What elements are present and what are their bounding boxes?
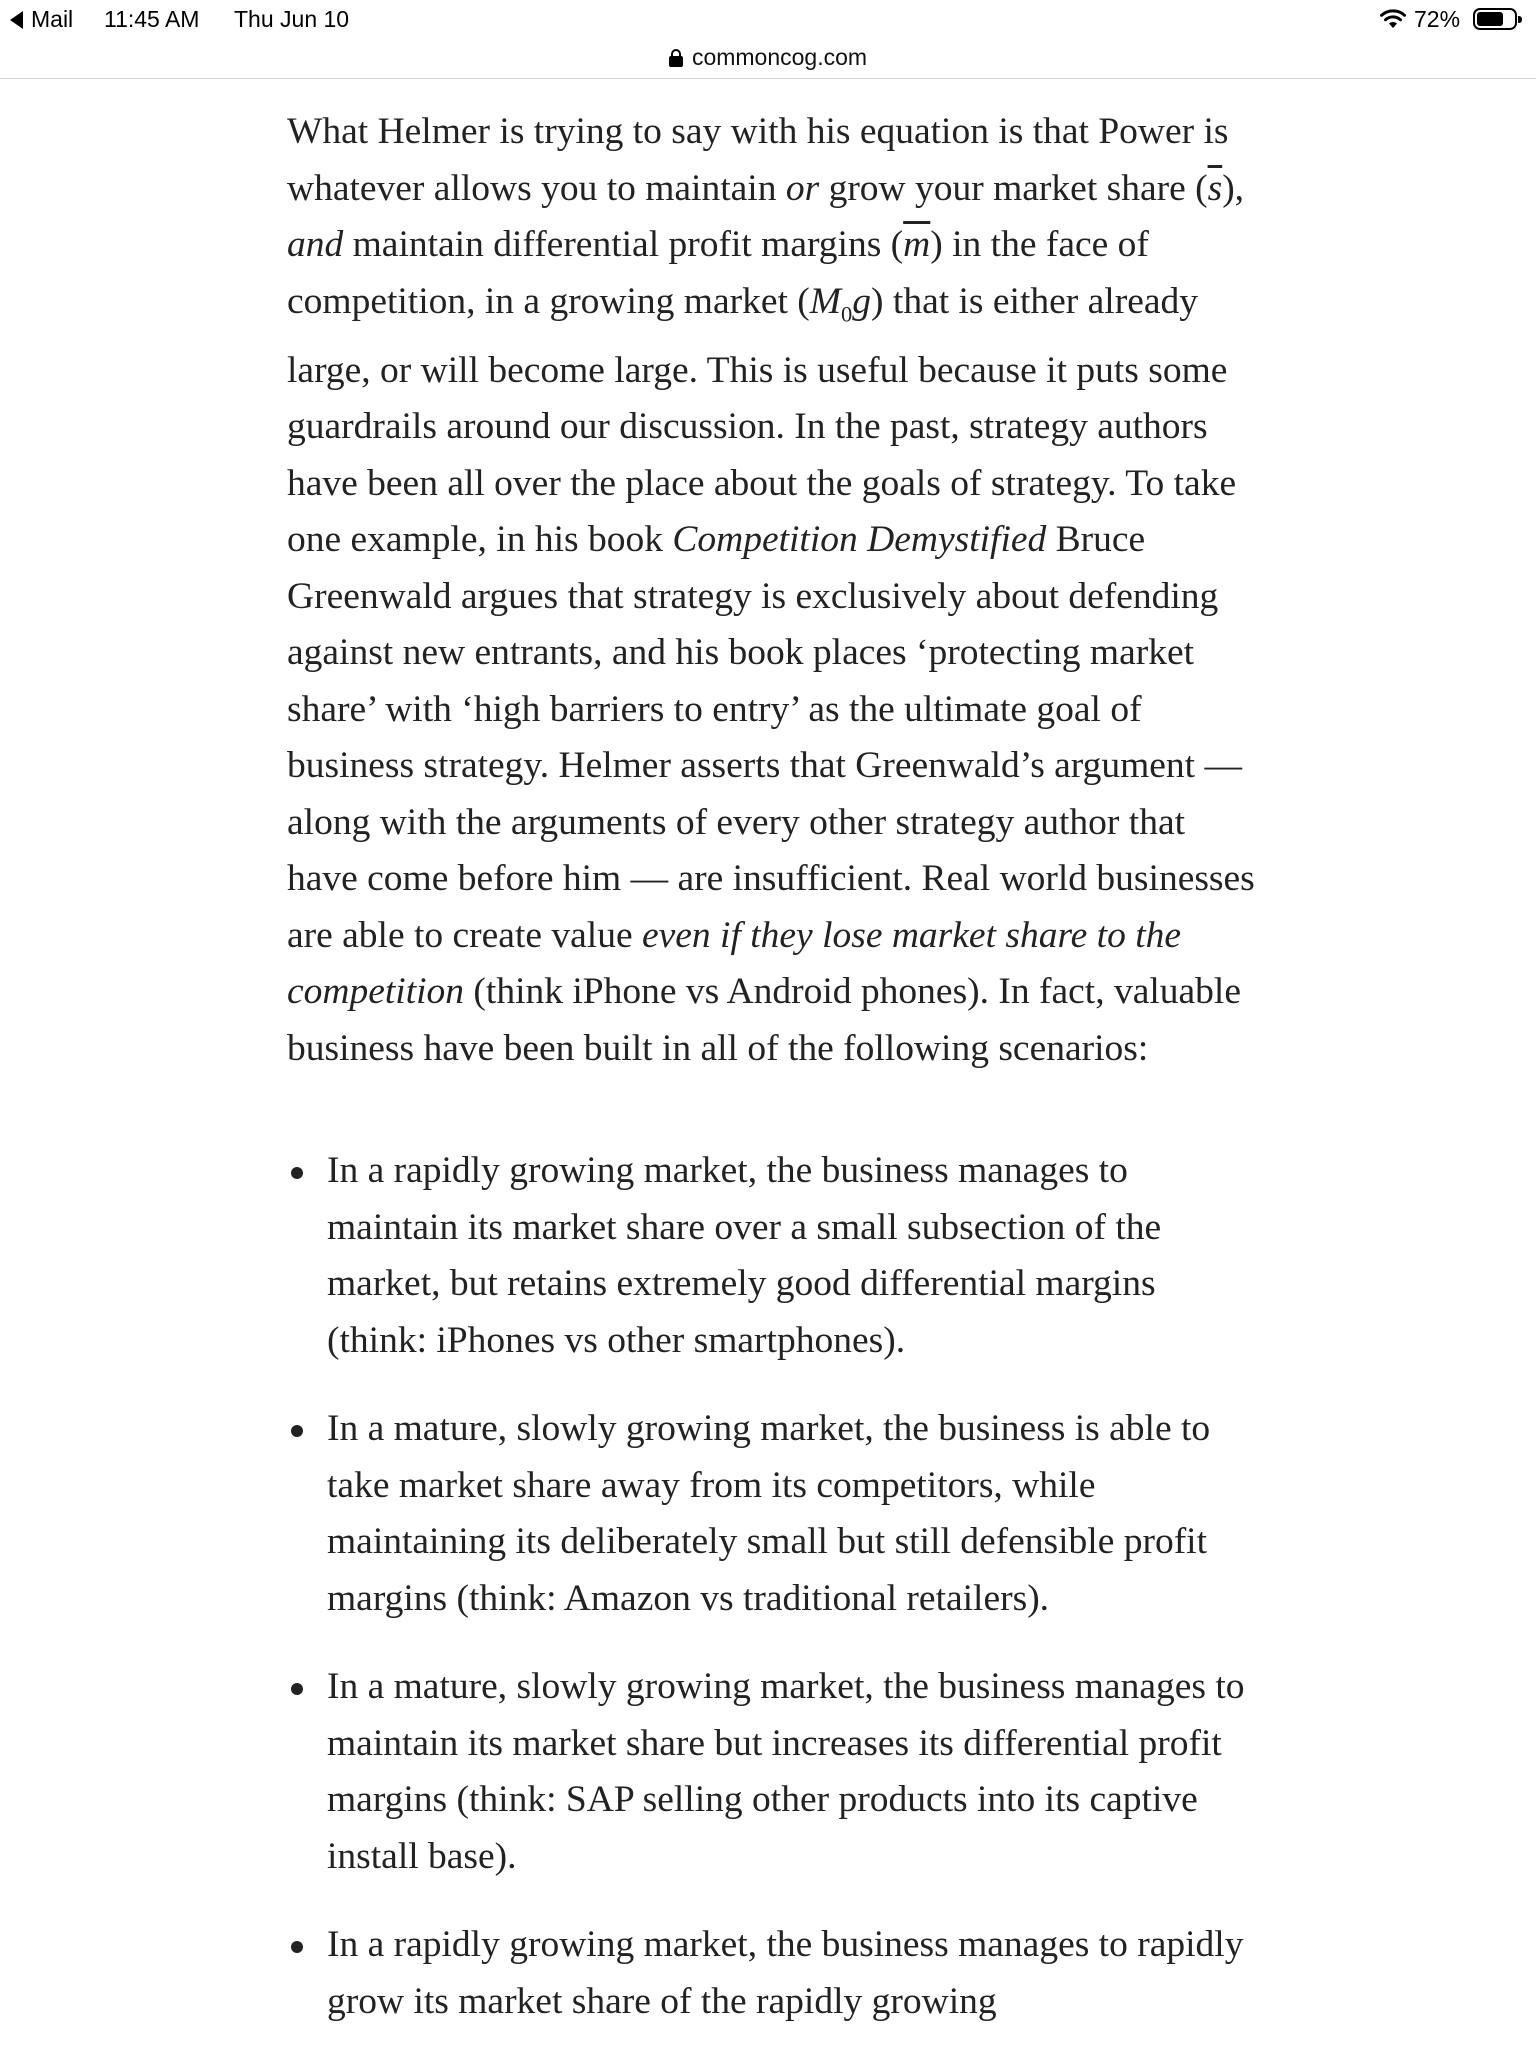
list-item (287, 1143, 1257, 1369)
scenario-list (287, 1143, 1257, 2030)
text-run: (think iPhone vs Android phones). In fact, valuable business have been built in all of the following scenarios: (287, 971, 1241, 1069)
market-share-symbol: $\overline{s}$ (1207, 167, 1223, 209)
text-run: grow your market share ( (819, 167, 1208, 209)
text-run: ) in the face of competition, in a growing market ( (287, 224, 1149, 322)
text-run: Bruce Greenwald argues that strategy is exclusively about defending against new entrants, and his book places ‘protecting market share’ with ‘high barriers to entry’ as the ultimate goal of business strategy. Helmer asserts that Greenwald’s argument — along with the arguments of every other strategy author that have come before him — are insufficient. Real world businesses are able to create value (287, 519, 1255, 956)
text-run: maintain differential profit margins ( (343, 224, 904, 265)
emphasis-and: and (287, 224, 344, 265)
back-to-app-button[interactable] (10, 6, 73, 33)
article-body (287, 104, 1257, 2048)
back-app-label: Mail (31, 6, 74, 32)
list-item (287, 1917, 1257, 2030)
list-item-text: In a mature, slowly growing market, the business is able to take market share away from its competitors, while maintaining its deliberately small but still defensible profit margins (think: Amazon vs traditional retailers). (327, 1408, 1211, 1619)
lock-icon (669, 49, 683, 67)
battery-nub (1518, 16, 1522, 23)
status-date: Thu Jun 10 (234, 6, 350, 32)
list-item-text: In a rapidly growing market, the business manages to rapidly grow its market share of the rapidly growing (327, 1924, 1244, 2022)
market-size-symbol (809, 280, 872, 326)
list-item (287, 1659, 1257, 1885)
bullet-icon (291, 1167, 303, 1179)
market-symbol-m: M (809, 280, 842, 322)
battery-percent: 72% (1414, 6, 1461, 32)
bullet-icon (291, 1683, 303, 1695)
list-item-text: In a mature, slowly growing market, the business manages to maintain its market share but increases its differential profit margins (think: SAP selling other products into its captive install base). (327, 1666, 1245, 1877)
wifi-icon (1379, 6, 1407, 30)
book-title: Competition Demystified (672, 519, 1047, 560)
list-item-text: In a rapidly growing market, the business manages to maintain its market share over a small subsection of the market, but retains extremely good differential margins (think: iPhones vs other smartphones). (327, 1150, 1162, 1361)
text-run: ), (1222, 167, 1245, 209)
bullet-icon (291, 1425, 303, 1437)
emphasis-phrase: even if they lose market share to the competition (287, 914, 1182, 1012)
text-run: ) that is either already large, or will become large. This is useful because it puts some guardrails around our discussion. In the past, strategy authors have been all over the place about the goals of strategy. To take one example, in his book (287, 280, 1237, 560)
battery-fill (1477, 12, 1503, 26)
back-arrow-icon (10, 11, 23, 29)
text-run: What Helmer is trying to say with his equation is that Power is whatever allows you to maintain (287, 111, 1229, 209)
battery-icon (1473, 8, 1517, 30)
status-time: 11:45 AM (104, 6, 200, 32)
market-symbol-g: g (852, 280, 872, 322)
url-bar[interactable] (0, 36, 1536, 79)
margin-symbol: $\overline{m}$ (903, 224, 931, 265)
emphasis-or: or (785, 167, 820, 209)
url-domain: commoncog.com (691, 43, 868, 70)
status-bar (0, 0, 1536, 40)
market-symbol-subscript: 0 (841, 301, 853, 326)
article-paragraph (287, 104, 1257, 1077)
bullet-icon (291, 1941, 303, 1953)
list-item (287, 1401, 1257, 1627)
